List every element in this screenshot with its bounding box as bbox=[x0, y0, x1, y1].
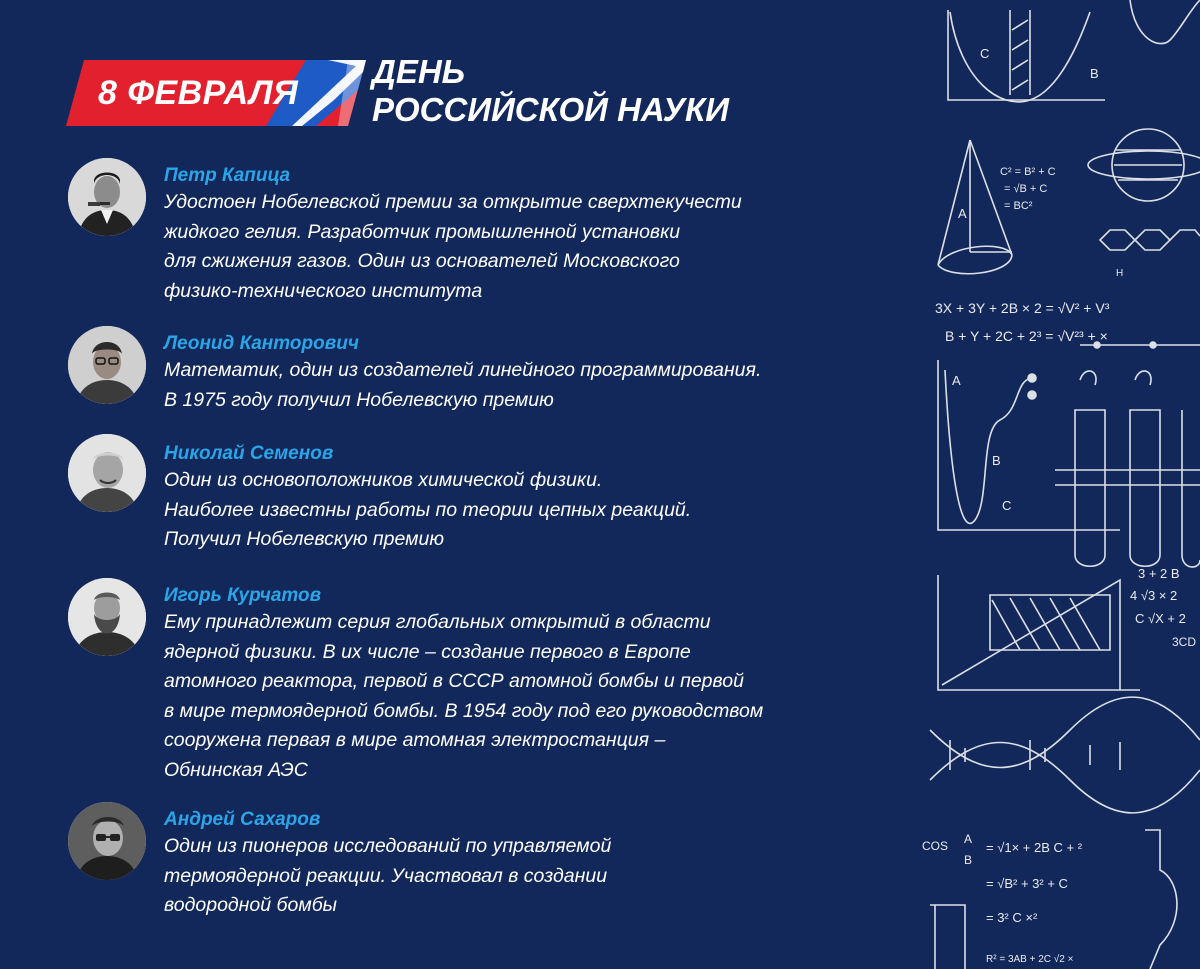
scientist-name: Петр Капица bbox=[164, 165, 291, 186]
date-banner bbox=[66, 60, 366, 126]
doodle-formula: A bbox=[964, 832, 973, 846]
scientist-description bbox=[164, 466, 691, 555]
description-line: жидкого гелия. Разработчик промышленной установки bbox=[164, 220, 681, 243]
scientist-name: Николай Семенов bbox=[164, 443, 334, 464]
scientist-name: Андрей Сахаров bbox=[164, 809, 321, 830]
description-line: Один из пионеров исследований по управляемой bbox=[164, 835, 612, 857]
doodle-label-b: B bbox=[1090, 66, 1099, 81]
doodle-formula: 3X + 3Y + 2B × 2 = √V² + V³ bbox=[935, 300, 1110, 316]
scientist-description bbox=[164, 188, 742, 306]
doodle-label-c: C bbox=[980, 46, 990, 61]
description-line: для сжижения газов. Один из основателей Московского bbox=[164, 250, 680, 272]
portrait-image bbox=[68, 578, 146, 656]
doodle-formula: = √B + C bbox=[1004, 183, 1048, 195]
doodle-formula: C √X + 2 bbox=[1135, 611, 1186, 626]
description-line: ядерной физики. В их числе – создание первого в Европе bbox=[164, 640, 691, 663]
doodle-formula: = 3² C ×² bbox=[986, 910, 1038, 925]
description-line: Ему принадлежит серия глобальных открытий в области bbox=[164, 611, 711, 633]
scientist-name: Леонид Канторович bbox=[164, 333, 359, 354]
portrait-image bbox=[68, 802, 146, 880]
portrait-kantorovich bbox=[68, 326, 146, 404]
description-line: Наиболее известны работы по теории цепных реакций. bbox=[164, 498, 692, 521]
description-line: сооружена первая в мире атомная электростанция – bbox=[164, 729, 666, 751]
title-line-2: РОССИЙСКОЙ НАУКИ bbox=[372, 91, 730, 128]
doodle-formula: 4 √3 × 2 bbox=[1130, 588, 1178, 603]
description-line: водородной бомбы bbox=[164, 894, 338, 916]
portrait-image bbox=[68, 434, 146, 512]
scientist-description bbox=[164, 608, 763, 785]
doodle-formula: COS bbox=[922, 839, 949, 853]
portrait-sakharov bbox=[68, 802, 146, 880]
scientist-description bbox=[164, 832, 611, 921]
description-line: Один из основоположников химической физики. bbox=[164, 469, 603, 491]
doodle-label-a: A bbox=[952, 373, 961, 388]
title-line-1: ДЕНЬ bbox=[372, 53, 466, 90]
scientist-name: Игорь Курчатов bbox=[164, 585, 322, 606]
description-line: Получил Нобелевскую премию bbox=[164, 528, 444, 550]
doodle-formula: 3 + 2 B bbox=[1138, 566, 1180, 581]
description-line: Математик, один из создателей линейного программирования. bbox=[164, 359, 762, 381]
page-title bbox=[372, 53, 729, 129]
portrait-image bbox=[68, 158, 146, 236]
description-line: физико-технического института bbox=[164, 279, 483, 302]
doodle-formula: 3CD bbox=[1172, 635, 1197, 649]
description-line: В 1975 году получил Нобелевскую премию bbox=[164, 388, 554, 411]
portrait-semenov bbox=[68, 434, 146, 512]
doodle-formula: = BC² bbox=[1004, 200, 1033, 212]
doodle-formula: C² = B² + C bbox=[1000, 166, 1056, 178]
doodle-label-a: A bbox=[958, 206, 967, 221]
description-line: атомного реактора, первой в СССР атомной бомбы и первой bbox=[164, 670, 744, 692]
doodle-formula: B bbox=[964, 853, 973, 867]
doodle-formula: = √B² + 3² + C bbox=[986, 876, 1068, 891]
doodle-formula: B + Y + 2C + 2³ = √V²³ + × bbox=[945, 328, 1108, 344]
doodle-formula: = √1× + 2B C + ² bbox=[986, 840, 1083, 855]
description-line: в мире термоядерной бомбы. В 1954 году под его руководством bbox=[164, 699, 764, 722]
description-line: Удостоен Нобелевской премии за открытие сверхтекучести bbox=[164, 191, 742, 213]
portrait-kapitsa bbox=[68, 158, 146, 236]
portrait-image bbox=[68, 326, 146, 404]
doodle-formula: R² = 3AB + 2C √2 × bbox=[986, 954, 1074, 965]
date-label: 8 ФЕВРАЛЯ bbox=[98, 74, 299, 112]
scientist-description bbox=[164, 356, 761, 415]
doodle-label-h: H bbox=[1116, 268, 1124, 279]
doodle-label-b: B bbox=[992, 453, 1001, 468]
description-line: Обнинская АЭС bbox=[164, 758, 308, 781]
doodle-label-c: C bbox=[1002, 498, 1012, 513]
portrait-kurchatov bbox=[68, 578, 146, 656]
science-doodles-illustration bbox=[920, 0, 1200, 969]
description-line: термоядерной реакции. Участвовал в создании bbox=[164, 864, 608, 887]
